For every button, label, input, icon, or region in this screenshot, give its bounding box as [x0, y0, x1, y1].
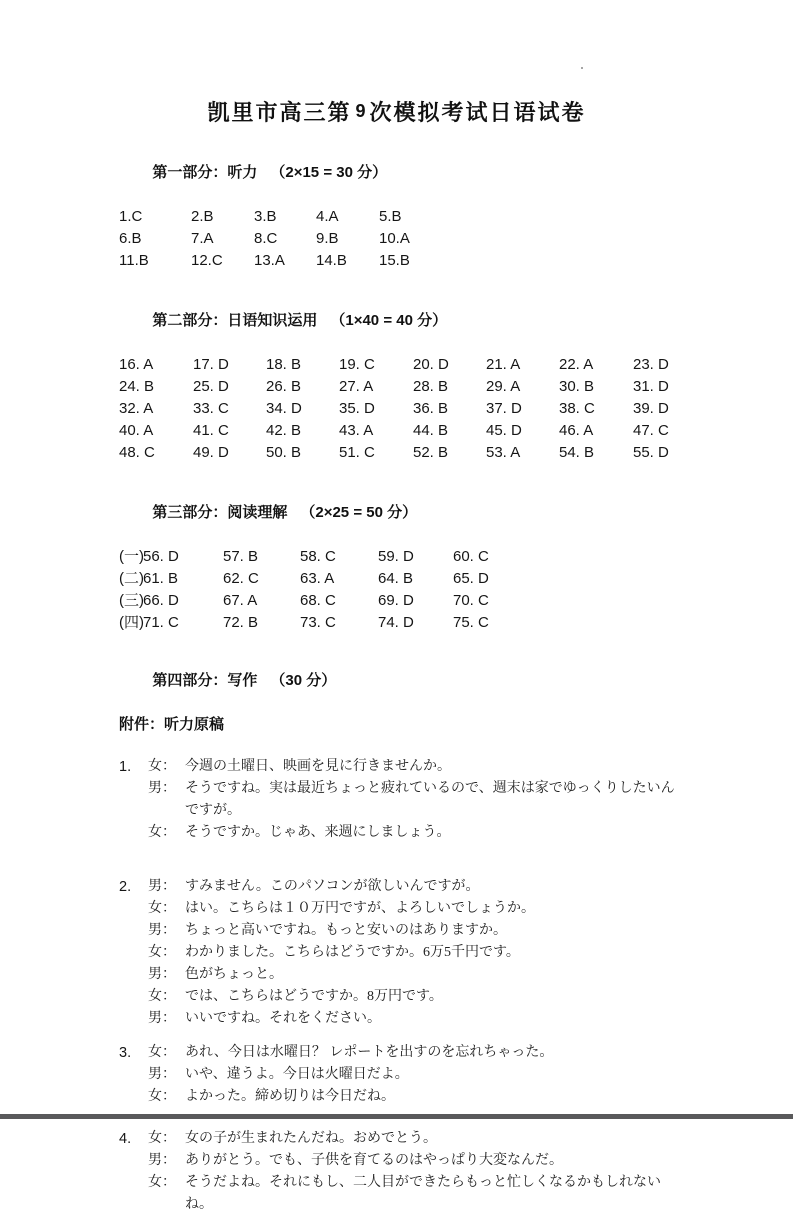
- answer-cell: 70. C: [453, 592, 489, 609]
- dialogue-number: [119, 898, 148, 920]
- section-writing-label: 第四部分：写作: [152, 672, 258, 689]
- answer-cell: 10.A: [379, 230, 410, 247]
- answer-cell: 18. B: [266, 356, 302, 373]
- dialogue-text: わかりました。こちらはどうですか。6万5千円です。: [185, 945, 520, 960]
- speaker-label: 男：: [148, 1153, 176, 1168]
- answer-cell: 61. B: [143, 570, 179, 587]
- dialogue-line: [119, 1172, 685, 1216]
- title-post: 次模拟考试日语试卷: [369, 100, 586, 125]
- speaker-label: 女：: [148, 901, 176, 916]
- section-listening-heading: [119, 140, 685, 206]
- answer-cell: 24. B: [119, 378, 155, 395]
- dialogue-number: [119, 1172, 148, 1216]
- dialogue-block: [119, 1042, 685, 1108]
- listening-script: [119, 756, 685, 1216]
- answer-cell: 43. A: [339, 422, 374, 439]
- answer-cell: 46. A: [559, 422, 594, 439]
- answer-cell: 49. D: [193, 444, 229, 461]
- answer-cell: 59. D: [378, 548, 414, 565]
- section-reading-label: 第三部分：阅读理解: [152, 504, 288, 521]
- section-language-knowledge: [119, 288, 685, 464]
- answer-cell: 11.B: [119, 252, 149, 269]
- answer-cell: 8.C: [254, 230, 278, 247]
- answer-cell: 51. C: [339, 444, 375, 461]
- answer-cell: 40. A: [119, 422, 154, 439]
- answer-cell: 60. C: [453, 548, 489, 565]
- answer-cell: 41. C: [193, 422, 229, 439]
- dialogue-number: 1.: [119, 759, 132, 775]
- section-reading-score: （2×25 = 50 分）: [300, 504, 418, 521]
- answer-cell: 56. D: [143, 548, 179, 565]
- section-listening-score: （2×15 = 30 分）: [270, 164, 388, 181]
- answer-cell: 54. B: [559, 444, 595, 461]
- answer-cell: 20. D: [413, 356, 449, 373]
- answer-cell: 28. B: [413, 378, 449, 395]
- answer-cell: 67. A: [223, 592, 258, 609]
- answer-cell: 44. B: [413, 422, 449, 439]
- reading-answer-grid: [119, 546, 685, 634]
- section-listening: [119, 140, 685, 272]
- dialogue-block: [119, 876, 685, 1030]
- attachment-heading: 附件：听力原稿: [119, 716, 225, 733]
- language-knowledge-answer-grid: [119, 354, 685, 464]
- speaker-label: 女：: [148, 1131, 176, 1146]
- answer-cell: 39. D: [633, 400, 669, 417]
- dialogue-number: [119, 1064, 148, 1086]
- dialogue-text: では、こちらはどうですか。8万円です。: [185, 989, 443, 1004]
- dialogue-text: はい。こちらは１０万円ですが、よろしいでしょうか。: [185, 901, 535, 916]
- speaker-label: 男：: [148, 1067, 176, 1082]
- answer-cell: 26. B: [266, 378, 302, 395]
- passage-prefix: (三): [119, 592, 144, 609]
- answer-cell: 32. A: [119, 400, 154, 417]
- answer-row: [119, 568, 685, 590]
- speaker-label: 女：: [148, 1089, 176, 1104]
- answer-cell: 4.A: [316, 208, 339, 225]
- dialogue-text: 女の子が生まれたんだね。おめでとう。: [185, 1131, 437, 1146]
- answer-cell: 36. B: [413, 400, 449, 417]
- dialogue-number: 2.: [119, 879, 132, 895]
- answer-cell: 6.B: [119, 230, 142, 247]
- dialogue-number: [119, 822, 148, 844]
- answer-cell: 33. C: [193, 400, 229, 417]
- dialogue-text: ちょっと高いですね。もっと安いのはありますか。: [185, 923, 507, 938]
- speaker-label: 男：: [148, 879, 176, 894]
- dialogue-line: [119, 920, 685, 942]
- answer-cell: 68. C: [300, 592, 336, 609]
- answer-cell: 52. B: [413, 444, 449, 461]
- speaker-label: 男：: [148, 1011, 176, 1026]
- answer-cell: 3.B: [254, 208, 277, 225]
- answer-cell: 57. B: [223, 548, 259, 565]
- answer-cell: 17. D: [193, 356, 229, 373]
- answer-cell: 25. D: [193, 378, 229, 395]
- answer-cell: 35. D: [339, 400, 375, 417]
- answer-cell: 50. B: [266, 444, 302, 461]
- dialogue-text: 色がちょっと。: [185, 967, 283, 982]
- section-reading: [119, 480, 685, 634]
- dialogue-line: [119, 1008, 685, 1030]
- answer-cell: 65. D: [453, 570, 489, 587]
- answer-cell: 55. D: [633, 444, 669, 461]
- answer-cell: 48. C: [119, 444, 155, 461]
- dialogue-line: [119, 756, 685, 778]
- dialogue-text: そうですね。実は最近ちょっと疲れているので、週末は家でゆっくりしたいんですが。: [185, 781, 675, 818]
- answer-cell: 62. C: [223, 570, 259, 587]
- speaker-label: 女：: [148, 1175, 176, 1190]
- dialogue-text: いいですね。それをください。: [185, 1011, 381, 1026]
- section-writing: [119, 648, 685, 714]
- dialogue-line: [119, 942, 685, 964]
- speaker-label: 女：: [148, 825, 176, 840]
- answer-cell: 1.C: [119, 208, 143, 225]
- speaker-label: 男：: [148, 781, 176, 796]
- dialogue-text: そうだよね。それにもし、二人目ができたらもっと忙しくなるかもしれないね。: [185, 1175, 661, 1212]
- dialogue-line: [119, 1150, 685, 1172]
- answer-cell: 27. A: [339, 378, 374, 395]
- answer-cell: 37. D: [486, 400, 522, 417]
- answer-row: [119, 442, 685, 464]
- dialogue-line: [119, 1042, 685, 1064]
- dialogue-text: すみません。このパソコンが欲しいんですが。: [185, 879, 480, 894]
- dialogue-text: そうですか。じゃあ、来週にしましょう。: [185, 825, 451, 840]
- passage-prefix: (四): [119, 614, 144, 631]
- answer-cell: 22. A: [559, 356, 594, 373]
- answer-cell: 30. B: [559, 378, 595, 395]
- answer-cell: 12.C: [191, 252, 223, 269]
- answer-cell: 66. D: [143, 592, 179, 609]
- page-bottom-edge: [0, 1114, 793, 1119]
- dialogue-line: [119, 964, 685, 986]
- scan-speck: [581, 67, 583, 69]
- dialogue-number: [119, 1008, 148, 1030]
- dialogue-text: よかった。締め切りは今日だね。: [185, 1089, 395, 1104]
- answer-cell: 72. B: [223, 614, 259, 631]
- answer-cell: 75. C: [453, 614, 489, 631]
- answer-cell: 31. D: [633, 378, 669, 395]
- answer-cell: 47. C: [633, 422, 669, 439]
- section-reading-heading: [119, 480, 685, 546]
- answer-cell: 74. D: [378, 614, 414, 631]
- answer-cell: 15.B: [379, 252, 410, 269]
- dialogue-line: [119, 1128, 685, 1150]
- answer-cell: 63. A: [300, 570, 335, 587]
- answer-cell: 7.A: [191, 230, 214, 247]
- answer-cell: 9.B: [316, 230, 339, 247]
- dialogue-number: [119, 1086, 148, 1108]
- dialogue-text: ありがとう。でも、子供を育てるのはやっぱり大変なんだ。: [185, 1153, 563, 1168]
- listening-answer-grid: [119, 206, 685, 272]
- answer-cell: 34. D: [266, 400, 302, 417]
- answer-cell: 45. D: [486, 422, 522, 439]
- answer-cell: 21. A: [486, 356, 521, 373]
- answer-row: [119, 250, 685, 272]
- answer-row: [119, 612, 685, 634]
- speaker-label: 男：: [148, 967, 176, 982]
- dialogue-number: [119, 986, 148, 1008]
- answer-cell: 2.B: [191, 208, 214, 225]
- section-listening-label: 第一部分：听力: [152, 164, 258, 181]
- answer-cell: 29. A: [486, 378, 521, 395]
- answer-row: [119, 546, 685, 568]
- answer-row: [119, 228, 685, 250]
- section-writing-heading: [119, 648, 685, 714]
- answer-cell: 16. A: [119, 356, 154, 373]
- answer-cell: 38. C: [559, 400, 595, 417]
- answer-cell: 58. C: [300, 548, 336, 565]
- answer-row: [119, 376, 685, 398]
- speaker-label: 男：: [148, 923, 176, 938]
- answer-cell: 71. C: [143, 614, 179, 631]
- section-language-knowledge-label: 第二部分：日语知识运用: [152, 312, 318, 329]
- answer-cell: 69. D: [378, 592, 414, 609]
- answer-cell: 73. C: [300, 614, 336, 631]
- dialogue-line: [119, 898, 685, 920]
- dialogue-line: [119, 778, 685, 822]
- answer-cell: 42. B: [266, 422, 302, 439]
- dialogue-line: [119, 822, 685, 844]
- answer-row: [119, 590, 685, 612]
- page-content: [119, 140, 685, 1216]
- dialogue-text: あれ、今日は水曜日？ レポートを出すのを忘れちゃった。: [185, 1045, 554, 1060]
- page-title: [0, 96, 793, 127]
- passage-prefix: (一): [119, 548, 144, 565]
- dialogue-text: 今週の土曜日、映画を見に行きませんか。: [185, 759, 451, 774]
- dialogue-line: [119, 876, 685, 898]
- speaker-label: 女：: [148, 1045, 176, 1060]
- dialogue-block: [119, 756, 685, 844]
- dialogue-number: [119, 778, 148, 822]
- dialogue-line: [119, 1064, 685, 1086]
- dialogue-number: [119, 964, 148, 986]
- dialogue-number: 4.: [119, 1131, 132, 1147]
- dialogue-text: いや、違うよ。今日は火曜日だよ。: [185, 1067, 409, 1082]
- answer-cell: 13.A: [254, 252, 285, 269]
- answer-cell: 64. B: [378, 570, 414, 587]
- dialogue-number: [119, 920, 148, 942]
- speaker-label: 女：: [148, 759, 176, 774]
- dialogue-line: [119, 1086, 685, 1108]
- answer-cell: 23. D: [633, 356, 669, 373]
- title-pre: 凯里市高三第: [207, 100, 352, 125]
- answer-row: [119, 398, 685, 420]
- answer-cell: 14.B: [316, 252, 347, 269]
- section-language-knowledge-score: （1×40 = 40 分）: [330, 312, 448, 329]
- title-exam-number: 9: [355, 101, 366, 121]
- answer-row: [119, 206, 685, 228]
- answer-row: [119, 420, 685, 442]
- dialogue-line: [119, 986, 685, 1008]
- speaker-label: 女：: [148, 945, 176, 960]
- passage-prefix: (二): [119, 570, 144, 587]
- section-language-knowledge-heading: [119, 288, 685, 354]
- dialogue-block: [119, 1128, 685, 1216]
- answer-cell: 5.B: [379, 208, 402, 225]
- section-writing-score: （30 分）: [270, 672, 337, 689]
- dialogue-number: [119, 942, 148, 964]
- answer-cell: 19. C: [339, 356, 375, 373]
- speaker-label: 女：: [148, 989, 176, 1004]
- dialogue-number: [119, 1150, 148, 1172]
- answer-row: [119, 354, 685, 376]
- dialogue-number: 3.: [119, 1045, 132, 1061]
- answer-cell: 53. A: [486, 444, 521, 461]
